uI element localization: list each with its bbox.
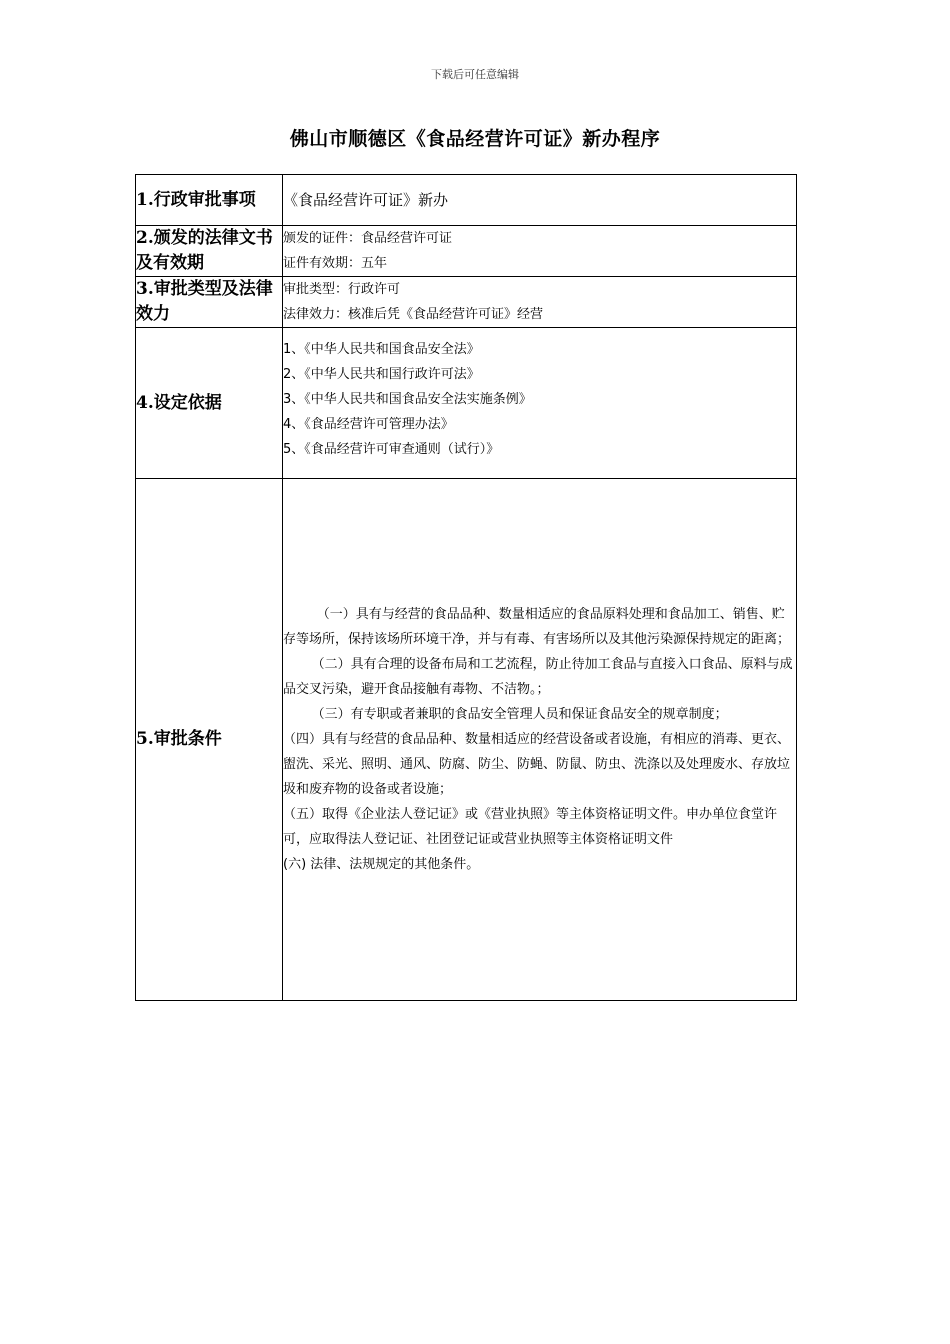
- row-content: [283, 277, 797, 328]
- content-line: 审批类型：行政许可: [283, 282, 401, 297]
- condition-item: （四）具有与经营的食品品种、数量相适应的经营设备或者设施，有相应的消毒、更衣、盥洗、采光、照明、通风、防腐、防尘、防蝇、防鼠、防虫、洗涤以及处理废水、存放垃圾和废弃物的设备或者设施；: [283, 732, 791, 797]
- table-row: [136, 328, 797, 479]
- content-line: 证件有效期：五年: [283, 256, 388, 271]
- list-item: 5、《食品经营许可审查通则（试行）》: [283, 441, 500, 457]
- row-label: 1.行政审批事项: [136, 175, 283, 226]
- row-label: 2.颁发的法律文书及有效期: [136, 226, 283, 277]
- header-note: 下载后可任意编辑: [431, 68, 519, 81]
- condition-item: （三）有专职或者兼职的食品安全管理人员和保证食品安全的规章制度；: [311, 707, 728, 722]
- table-row: [136, 277, 797, 328]
- legal-basis-list: [283, 337, 796, 462]
- row-content: [283, 175, 797, 226]
- condition-item: （五）取得《企业法人登记证》或《营业执照》等主体资格证明文件。申办单位食堂许可，应取得法人登记证、社团登记证或营业执照等主体资格证明文件: [283, 807, 778, 847]
- row-content: [283, 226, 797, 277]
- content-line: 《食品经营许可证》新办: [283, 190, 449, 209]
- list-item: 1、《中华人民共和国食品安全法》: [283, 341, 480, 357]
- row-label: 4.设定依据: [136, 328, 283, 479]
- table-row: [136, 479, 797, 1001]
- row-label: 5.审批条件: [136, 479, 283, 1001]
- row-label: 3.审批类型及法律效力: [136, 277, 283, 328]
- condition-item: （二）具有合理的设备布局和工艺流程，防止待加工食品与直接入口食品、原料与成品交叉污染，避开食品接触有毒物、不洁物。；: [283, 657, 793, 697]
- row-content: [283, 479, 797, 1001]
- condition-item: (六) 法律、法规规定的其他条件。: [283, 857, 480, 872]
- procedure-table: [135, 174, 797, 1001]
- table-row: [136, 226, 797, 277]
- content-line: 法律效力：核准后凭《食品经营许可证》经营: [283, 307, 544, 322]
- list-item: 4、《食品经营许可管理办法》: [283, 416, 454, 432]
- table-row: [136, 175, 797, 226]
- row-content: [283, 328, 797, 479]
- content-line: 颁发的证件：食品经营许可证: [283, 231, 453, 246]
- list-item: 2、《中华人民共和国行政许可法》: [283, 366, 480, 382]
- condition-item: （一）具有与经营的食品品种、数量相适应的食品原料处理和食品加工、销售、贮存等场所，保持该场所环境干净，并与有毒、有害场所以及其他污染源保持规定的距离；: [283, 607, 791, 647]
- document-title: 佛山市顺德区《食品经营许可证》新办程序: [289, 128, 661, 150]
- list-item: 3、《中华人民共和国食品安全法实施条例》: [283, 391, 532, 407]
